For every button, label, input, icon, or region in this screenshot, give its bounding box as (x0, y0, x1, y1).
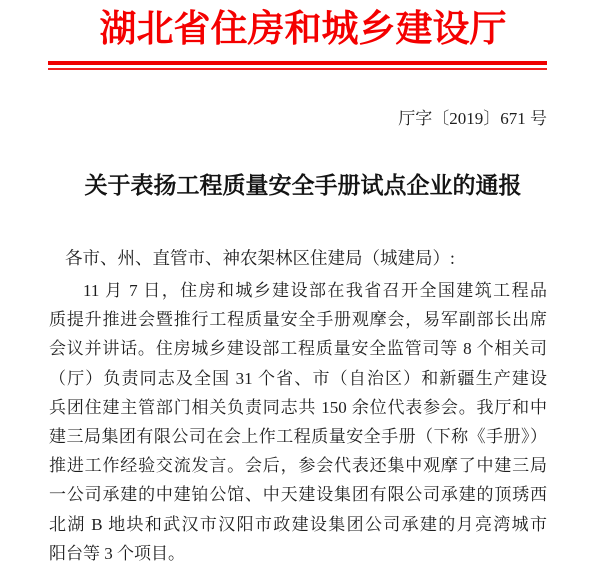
body-line: （厅）负责同志及全国 31 个省、市（自治区）和新疆生产建设 (49, 368, 547, 388)
agency-letterhead: 湖北省住房和城乡建设厅 (99, 9, 507, 50)
body-line: 11 月 7 日，住房和城乡建设部在我省召开全国建筑工程品 (83, 281, 547, 300)
body-line: 建三局集团有限公司在会上作工程质量安全手册（下称《手册》） (49, 426, 547, 446)
body-line: 一公司承建的中建铂公馆、中天建设集团有限公司承建的顶琇西 (49, 485, 547, 505)
red-rule-thin (48, 68, 547, 70)
body-line: 质提升推进会暨推行工程质量安全手册观摩会，易军副部长出席 (49, 310, 547, 330)
salutation-line: 各市、州、直管市、神农架林区住建局（城建局）: (65, 248, 455, 268)
document-title: 关于表扬工程质量安全手册试点企业的通报 (84, 173, 522, 198)
body-line: 会议并讲话。住房城乡建设部工程质量安全监管司等 8 个相关司 (49, 339, 547, 359)
body-paragraph (49, 276, 547, 568)
body-line: 推进工作经验交流发言。会后，参会代表还集中观摩了中建三局 (49, 456, 547, 476)
body-line: 阳台等 3 个项目。 (49, 543, 185, 563)
red-rule-thick (48, 61, 547, 65)
body-line: 北湖 B 地块和武汉市汉阳市政建设集团公司承建的月亮湾城市 (49, 514, 547, 534)
body-line: 兵团住建主管部门相关负责同志共 150 余位代表参会。我厅和中 (49, 397, 547, 417)
doc-reference-number: 厅字〔2019〕671 号 (398, 109, 547, 128)
